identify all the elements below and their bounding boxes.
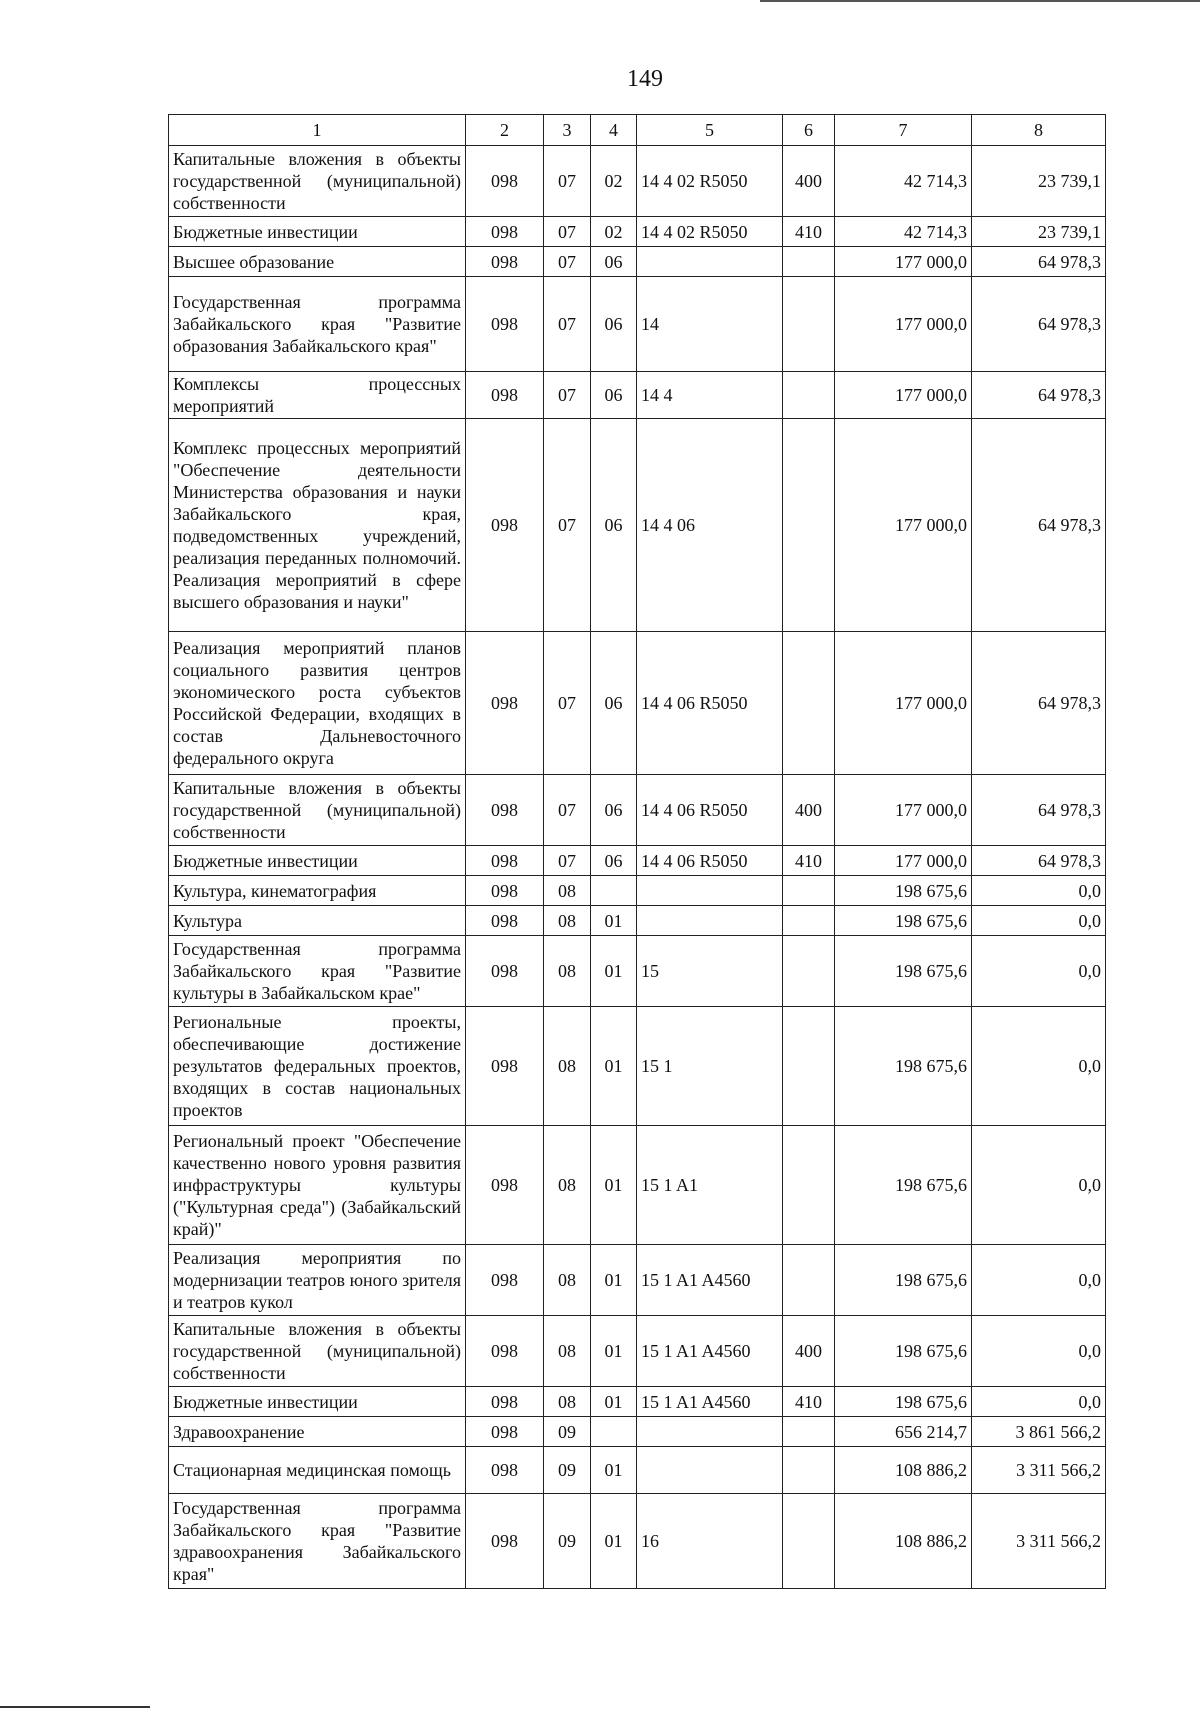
row-code-section: 07	[544, 247, 591, 277]
row-amount-col8: 23 739,1	[972, 217, 1106, 247]
col-header: 2	[466, 115, 544, 146]
table-row	[169, 1126, 1106, 1245]
row-amount-col8: 0,0	[972, 1245, 1106, 1316]
row-amount-col8: 64 978,3	[972, 632, 1106, 775]
row-code-expense-type	[783, 372, 835, 419]
row-code-target	[637, 1417, 783, 1447]
row-code-admin: 098	[466, 846, 544, 876]
row-code-admin: 098	[466, 419, 544, 632]
row-code-subsection: 02	[591, 217, 637, 247]
table-row	[169, 1007, 1106, 1126]
row-code-admin: 098	[466, 1447, 544, 1494]
row-name: Реализация мероприятия по модернизации театров юного зрителя и театров кукол	[169, 1245, 466, 1316]
row-amount-col8: 0,0	[972, 1007, 1106, 1126]
row-code-expense-type: 400	[783, 775, 835, 846]
row-name: Бюджетные инвестиции	[169, 846, 466, 876]
row-code-section: 08	[544, 1245, 591, 1316]
row-code-subsection: 06	[591, 846, 637, 876]
row-code-expense-type	[783, 632, 835, 775]
row-name: Высшее образование	[169, 247, 466, 277]
budget-table	[168, 114, 1106, 1589]
col-header: 1	[169, 115, 466, 146]
row-code-subsection: 01	[591, 1245, 637, 1316]
row-code-admin: 098	[466, 1417, 544, 1447]
row-code-section: 08	[544, 876, 591, 906]
row-code-subsection: 01	[591, 1316, 637, 1387]
row-code-admin: 098	[466, 277, 544, 372]
row-code-target	[637, 1447, 783, 1494]
row-code-section: 09	[544, 1447, 591, 1494]
row-code-admin: 098	[466, 876, 544, 906]
row-code-expense-type	[783, 247, 835, 277]
table-row	[169, 372, 1106, 419]
row-code-section: 08	[544, 1316, 591, 1387]
table-row	[169, 419, 1106, 632]
table-row	[169, 1494, 1106, 1589]
col-header: 6	[783, 115, 835, 146]
row-code-expense-type	[783, 1245, 835, 1316]
table-row	[169, 775, 1106, 846]
col-header: 5	[637, 115, 783, 146]
row-amount-col7: 198 675,6	[835, 1245, 972, 1316]
row-code-admin: 098	[466, 1494, 544, 1589]
row-code-admin: 098	[466, 217, 544, 247]
row-code-target: 14 4 02 R5050	[637, 146, 783, 217]
row-code-section: 08	[544, 1126, 591, 1245]
col-header: 4	[591, 115, 637, 146]
row-code-target	[637, 247, 783, 277]
row-amount-col8: 64 978,3	[972, 372, 1106, 419]
row-code-subsection: 02	[591, 146, 637, 217]
row-code-subsection: 01	[591, 906, 637, 936]
table-row	[169, 1417, 1106, 1447]
row-code-expense-type	[783, 1494, 835, 1589]
row-amount-col8: 64 978,3	[972, 846, 1106, 876]
row-code-subsection: 06	[591, 775, 637, 846]
row-amount-col8: 3 311 566,2	[972, 1494, 1106, 1589]
row-amount-col8: 64 978,3	[972, 775, 1106, 846]
table-row	[169, 1447, 1106, 1494]
table-row	[169, 876, 1106, 906]
row-name: Региональный проект "Обеспечение качественно нового уровня развития инфраструктуры культуры ("Культурная среда") (Забайкальский край)"	[169, 1126, 466, 1245]
row-code-section: 07	[544, 372, 591, 419]
row-amount-col8: 3 311 566,2	[972, 1447, 1106, 1494]
row-name: Государственная программа Забайкальского края "Развитие культуры в Забайкальском крае"	[169, 936, 466, 1007]
col-header: 7	[835, 115, 972, 146]
row-code-section: 07	[544, 846, 591, 876]
row-code-expense-type	[783, 876, 835, 906]
row-code-target: 14	[637, 277, 783, 372]
row-code-section: 09	[544, 1494, 591, 1589]
row-amount-col7: 177 000,0	[835, 247, 972, 277]
row-name: Бюджетные инвестиции	[169, 1387, 466, 1417]
row-code-section: 08	[544, 1387, 591, 1417]
row-amount-col7: 177 000,0	[835, 846, 972, 876]
row-name: Культура, кинематография	[169, 876, 466, 906]
row-code-section: 07	[544, 146, 591, 217]
row-amount-col7: 198 675,6	[835, 1007, 972, 1126]
row-amount-col8: 0,0	[972, 936, 1106, 1007]
row-code-subsection: 06	[591, 372, 637, 419]
table-row	[169, 846, 1106, 876]
row-code-subsection: 01	[591, 1387, 637, 1417]
row-amount-col7: 108 886,2	[835, 1494, 972, 1589]
row-name: Капитальные вложения в объекты государственной (муниципальной) собственности	[169, 775, 466, 846]
row-amount-col8: 0,0	[972, 1316, 1106, 1387]
table-row	[169, 632, 1106, 775]
table-header-row	[169, 115, 1106, 146]
row-code-admin: 098	[466, 1007, 544, 1126]
row-name: Государственная программа Забайкальского края "Развитие образования Забайкальского края"	[169, 277, 466, 372]
row-code-expense-type: 410	[783, 1387, 835, 1417]
row-name: Реализация мероприятий планов социального развития центров экономического роста субъектов Российской Федерации, входящих в состав Дальневосточного федерального округа	[169, 632, 466, 775]
row-code-admin: 098	[466, 1387, 544, 1417]
row-code-admin: 098	[466, 372, 544, 419]
row-code-section: 07	[544, 277, 591, 372]
row-code-section: 08	[544, 906, 591, 936]
row-code-target: 15 1 A1	[637, 1126, 783, 1245]
row-code-expense-type	[783, 906, 835, 936]
row-name: Культура	[169, 906, 466, 936]
row-amount-col7: 177 000,0	[835, 419, 972, 632]
row-code-admin: 098	[466, 775, 544, 846]
row-code-admin: 098	[466, 936, 544, 1007]
table-row	[169, 146, 1106, 217]
row-amount-col7: 198 675,6	[835, 1316, 972, 1387]
row-code-subsection: 01	[591, 1126, 637, 1245]
row-code-admin: 098	[466, 906, 544, 936]
row-code-expense-type: 410	[783, 217, 835, 247]
row-code-expense-type: 400	[783, 1316, 835, 1387]
row-amount-col8: 3 861 566,2	[972, 1417, 1106, 1447]
row-code-expense-type: 410	[783, 846, 835, 876]
row-code-expense-type	[783, 277, 835, 372]
row-code-section: 07	[544, 419, 591, 632]
row-code-target	[637, 876, 783, 906]
table-row	[169, 247, 1106, 277]
col-header: 3	[544, 115, 591, 146]
row-amount-col7: 198 675,6	[835, 876, 972, 906]
page-number: 149	[627, 66, 663, 92]
row-amount-col7: 42 714,3	[835, 217, 972, 247]
row-code-target	[637, 906, 783, 936]
row-code-target: 15 1 A1 A4560	[637, 1245, 783, 1316]
row-code-target: 14 4	[637, 372, 783, 419]
row-amount-col7: 198 675,6	[835, 1126, 972, 1245]
scan-bottom-rule	[0, 1706, 150, 1708]
row-code-subsection: 01	[591, 1494, 637, 1589]
row-code-subsection	[591, 1417, 637, 1447]
table-row	[169, 277, 1106, 372]
row-amount-col8: 0,0	[972, 1126, 1106, 1245]
row-code-subsection: 01	[591, 936, 637, 1007]
row-code-section: 08	[544, 936, 591, 1007]
row-name: Бюджетные инвестиции	[169, 217, 466, 247]
row-amount-col8: 0,0	[972, 1387, 1106, 1417]
row-code-target: 14 4 06	[637, 419, 783, 632]
row-amount-col8: 64 978,3	[972, 419, 1106, 632]
table-row	[169, 1387, 1106, 1417]
row-amount-col8: 64 978,3	[972, 247, 1106, 277]
row-amount-col8: 0,0	[972, 876, 1106, 906]
row-amount-col7: 198 675,6	[835, 906, 972, 936]
row-code-target: 14 4 02 R5050	[637, 217, 783, 247]
row-code-target: 14 4 06 R5050	[637, 632, 783, 775]
table-body	[169, 146, 1106, 1589]
row-name: Здравоохранение	[169, 1417, 466, 1447]
row-amount-col7: 198 675,6	[835, 1387, 972, 1417]
row-code-expense-type	[783, 1007, 835, 1126]
row-name: Стационарная медицинская помощь	[169, 1447, 466, 1494]
col-header: 8	[972, 115, 1106, 146]
row-code-admin: 098	[466, 146, 544, 217]
row-code-section: 07	[544, 632, 591, 775]
row-code-expense-type: 400	[783, 146, 835, 217]
row-code-section: 07	[544, 217, 591, 247]
row-code-target: 15	[637, 936, 783, 1007]
row-amount-col7: 42 714,3	[835, 146, 972, 217]
table-row	[169, 936, 1106, 1007]
row-code-section: 09	[544, 1417, 591, 1447]
scan-top-rule	[760, 0, 1200, 2]
row-name: Государственная программа Забайкальского края "Развитие здравоохранения Забайкальского края"	[169, 1494, 466, 1589]
row-code-target: 15 1 A1 A4560	[637, 1316, 783, 1387]
row-code-section: 07	[544, 775, 591, 846]
row-code-section: 08	[544, 1007, 591, 1126]
row-code-subsection: 06	[591, 247, 637, 277]
row-code-admin: 098	[466, 1316, 544, 1387]
row-amount-col7: 198 675,6	[835, 936, 972, 1007]
row-amount-col7: 177 000,0	[835, 277, 972, 372]
row-code-expense-type	[783, 419, 835, 632]
row-code-target: 15 1	[637, 1007, 783, 1126]
row-code-admin: 098	[466, 247, 544, 277]
row-name: Капитальные вложения в объекты государственной (муниципальной) собственности	[169, 146, 466, 217]
row-code-expense-type	[783, 936, 835, 1007]
row-code-subsection: 06	[591, 277, 637, 372]
row-amount-col7: 108 886,2	[835, 1447, 972, 1494]
row-amount-col8: 23 739,1	[972, 146, 1106, 217]
row-amount-col8: 64 978,3	[972, 277, 1106, 372]
table-row	[169, 1245, 1106, 1316]
row-code-expense-type	[783, 1417, 835, 1447]
table-row	[169, 1316, 1106, 1387]
row-amount-col7: 177 000,0	[835, 775, 972, 846]
row-name: Региональные проекты, обеспечивающие достижение результатов федеральных проектов, входящих в состав национальных проектов	[169, 1007, 466, 1126]
row-code-target: 14 4 06 R5050	[637, 846, 783, 876]
row-code-expense-type	[783, 1126, 835, 1245]
row-code-admin: 098	[466, 632, 544, 775]
table-row	[169, 906, 1106, 936]
row-code-target: 14 4 06 R5050	[637, 775, 783, 846]
row-code-admin: 098	[466, 1126, 544, 1245]
row-code-subsection	[591, 876, 637, 906]
row-name: Капитальные вложения в объекты государственной (муниципальной) собственности	[169, 1316, 466, 1387]
row-code-subsection: 06	[591, 419, 637, 632]
table-row	[169, 217, 1106, 247]
row-amount-col7: 177 000,0	[835, 632, 972, 775]
row-code-subsection: 06	[591, 632, 637, 775]
row-amount-col7: 656 214,7	[835, 1417, 972, 1447]
row-code-subsection: 01	[591, 1447, 637, 1494]
row-code-admin: 098	[466, 1245, 544, 1316]
row-code-target: 16	[637, 1494, 783, 1589]
row-code-expense-type	[783, 1447, 835, 1494]
row-code-target: 15 1 A1 A4560	[637, 1387, 783, 1417]
row-name: Комплексы процессных мероприятий	[169, 372, 466, 419]
row-name: Комплекс процессных мероприятий "Обеспечение деятельности Министерства образования и науки Забайкальского края, подведомственных учреждений, реализация переданных полномочий. Реализация мероприятий в сфере высшего образования и науки"	[169, 419, 466, 632]
row-amount-col8: 0,0	[972, 906, 1106, 936]
row-amount-col7: 177 000,0	[835, 372, 972, 419]
row-code-subsection: 01	[591, 1007, 637, 1126]
